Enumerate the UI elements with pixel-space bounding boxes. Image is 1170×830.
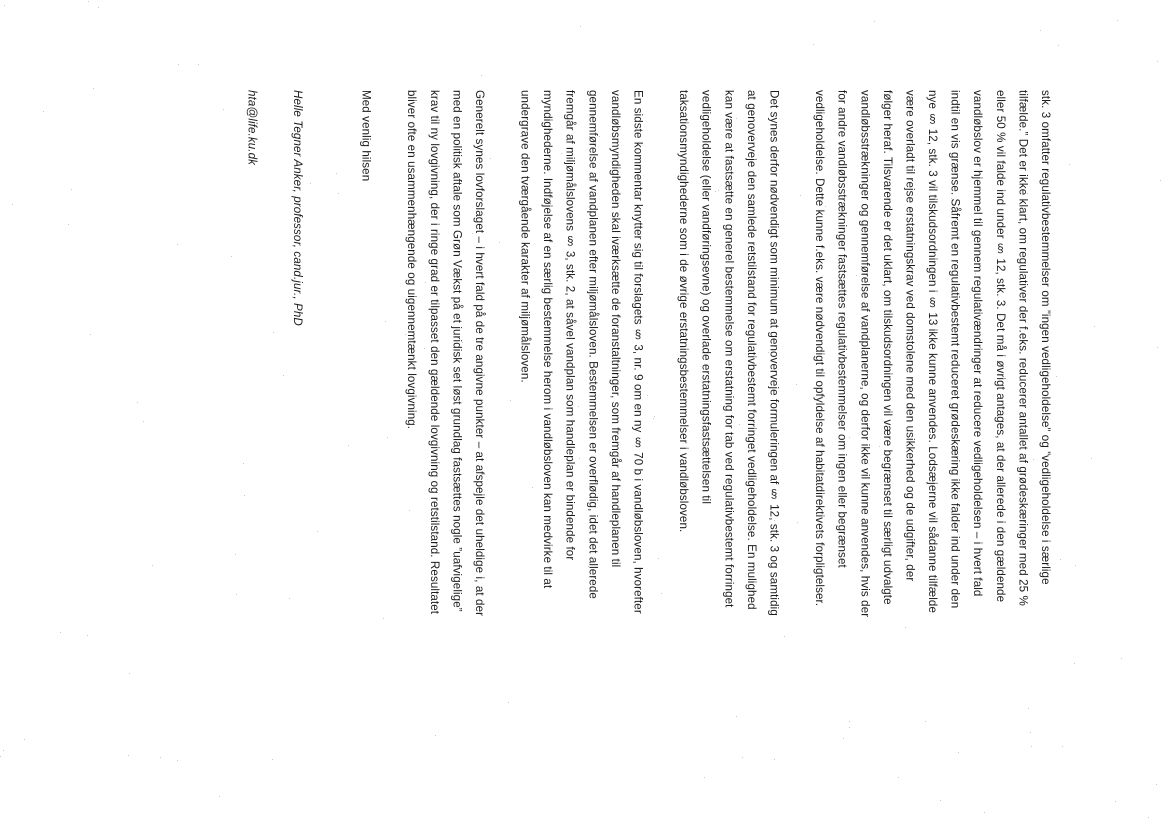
text-line: være overladt til rejse erstatningskrav ved domstolene med den usikkerhed og de udgifter, der	[903, 90, 917, 582]
scan-speck	[1157, 61, 1158, 62]
text-line: vandløbsstrækninger og gennemførelse af vandplanerne, og derfor ikke vil kunne anvendes, hvis der	[858, 90, 872, 618]
signature-name: Helle Tegner Anker, professor, cand.jur., PhD	[290, 90, 304, 326]
scan-speck	[90, 334, 91, 335]
scan-speck	[43, 111, 44, 112]
scan-speck	[1060, 559, 1061, 560]
text-line: taksationsmyndighederne som i de øvrige erstatningsbestemmelser i vandløbsloven.	[677, 90, 691, 533]
text-line: kan være at fastsætte en generel bestemmelse om erstatning for tab ved regulativbestemt forringet	[722, 90, 736, 608]
text-line: vedligeholdelse. Dette kunne f.eks. være nødvendigt til opfyldelse af habitatdirektivets forpligtelser.	[813, 90, 827, 607]
scan-speck	[1156, 784, 1157, 785]
scan-speck	[137, 402, 138, 403]
scan-speck	[1121, 658, 1122, 659]
scan-speck	[1148, 817, 1149, 818]
scan-speck	[198, 64, 199, 65]
scan-speck	[128, 755, 129, 756]
scan-speck	[24, 739, 25, 740]
scan-speck	[88, 1, 89, 2]
scan-speck	[1058, 45, 1059, 46]
scan-speck	[143, 421, 144, 422]
text-line: tilfælde.” Det er ikke klart, om regulativer der f.eks. reducerer antallet af grødeskæringer med 25 %	[1016, 90, 1030, 606]
text-line: at genoverveje den samlede retstilstand for regulativbestemt forringet vedligeholdelse. En mulighed	[744, 90, 758, 610]
scan-speck	[0, 756, 1, 757]
scan-speck	[874, 21, 875, 22]
text-line: indtil en vis grænse. Såfremt en regulativbestemt reduceret grødeskæring ikke falder ind under den	[948, 90, 962, 609]
letter-page	[200, 90, 1056, 830]
text-line: vedligeholdelse (eller vandføringsevne) og overlade erstatningsfastsættelsen til	[699, 90, 713, 505]
text-line: Det synes derfor nødvendigt som minimum at genoverveje formuleringen af § 12, stk. 3 og samtidig	[767, 90, 781, 616]
scan-speck	[481, 75, 482, 76]
closing-greeting: Med venlig hilsen	[359, 90, 373, 182]
paragraph-2	[672, 90, 785, 830]
text-line: vandløbslov er hjemmel til gennem regulativændringer at reducere vedligeholdelsen – i hvert fald	[971, 90, 985, 597]
paragraph-4	[400, 90, 490, 830]
scan-speck	[129, 673, 130, 674]
text-line: følger heraf. Tilsvarende er det uklart, om tilskudsordningen vil være begrænset til særligt udvalgte	[880, 90, 894, 605]
scan-speck	[98, 7, 99, 8]
scan-speck	[93, 88, 94, 89]
text-line: eller 50 % vil falde ind under § 12, stk. 3. Det må i øvrigt antages, at der allerede i den gældende	[993, 90, 1007, 603]
text-line: vandløbsmyndigheden skal iværksætte de foranstaltninger, som fremgår af handleplanen til	[608, 90, 622, 568]
scan-speck	[152, 565, 153, 566]
signature-email: hta@life.ku.dk	[245, 90, 259, 166]
scan-speck	[1069, 164, 1070, 165]
scan-speck	[12, 204, 13, 205]
scan-speck	[160, 757, 161, 758]
scan-speck	[1075, 565, 1076, 566]
scan-speck	[813, 44, 814, 45]
text-line: nye § 12, stk. 3 vil tilskudsordningen i § 13 ikke kunne anvendes. Lodsæjerne vil sådanne tilfælde	[926, 90, 940, 614]
text-line: Generelt synes lovforslaget – i hvert fald på de tre angivne punkter – at afspejle det uheldige i, at der	[472, 90, 486, 617]
scan-speck	[1117, 20, 1118, 21]
text-line: krav til ny lovgivning, der i ringe grad er tilpasset den gældende lovgivning og retstilstand. Resultatet	[427, 90, 441, 615]
text-line: myndighederne. Indføjelse af en særlig bestemmelse herom i vandløbsloven kan medvirke til at	[541, 90, 555, 589]
scan-speck	[177, 760, 178, 761]
scan-speck	[71, 189, 72, 190]
scan-speck	[1091, 458, 1092, 459]
text-line: gennemførelse af vandplanen efter miljømålsloven. Bestemmelsen er overflødig, idet det allerede	[586, 90, 600, 599]
scan-speck	[177, 244, 178, 245]
scan-speck	[3, 750, 4, 751]
text-line: fremgår af miljømålslovens § 3, stk. 2, at såvel vandplan som handleplan er bindende for	[563, 90, 577, 561]
scan-speck	[1160, 180, 1161, 181]
paragraph-3	[513, 90, 649, 830]
paragraph-1	[807, 90, 1056, 830]
scan-speck	[60, 632, 61, 633]
scan-speck	[1040, 30, 1041, 31]
text-line: stk. 3 omfatter regulativbestemmelser om ”ingen vedligeholdelse” og ”vedligeholdelse i særlige	[1039, 90, 1052, 585]
text-line: med en politisk aftale som Grøn Vækst på et juridisk set løst grundlag fastsættes nogle ”uafvigelige”	[450, 90, 464, 612]
text-line: bliver ofte en usammenhængende og uigennemtænkt lovgivning.	[405, 90, 419, 430]
scan-speck	[580, 26, 581, 27]
text-line: undergrave den tværgående karakter af miljømålsloven.	[518, 90, 532, 383]
scan-speck	[1094, 326, 1095, 327]
scan-speck	[1157, 347, 1158, 348]
text-line: En sidste kommentar knytter sig til forslagets § 3, nr. 9 om en ny § 70 b i vandløbsloven, hvorefter	[631, 90, 645, 614]
scan-speck	[178, 64, 179, 65]
scan-speck	[4, 5, 5, 6]
scan-speck	[87, 635, 88, 636]
scan-speck	[1062, 746, 1063, 747]
scan-speck	[1056, 376, 1057, 377]
scan-speck	[1115, 801, 1116, 802]
scan-speck	[1074, 663, 1075, 664]
scan-speck	[68, 224, 69, 225]
text-line: for andre vandløbsstrækninger fastsættes regulativbestemmelser om ingen eller begrænset	[835, 90, 849, 568]
